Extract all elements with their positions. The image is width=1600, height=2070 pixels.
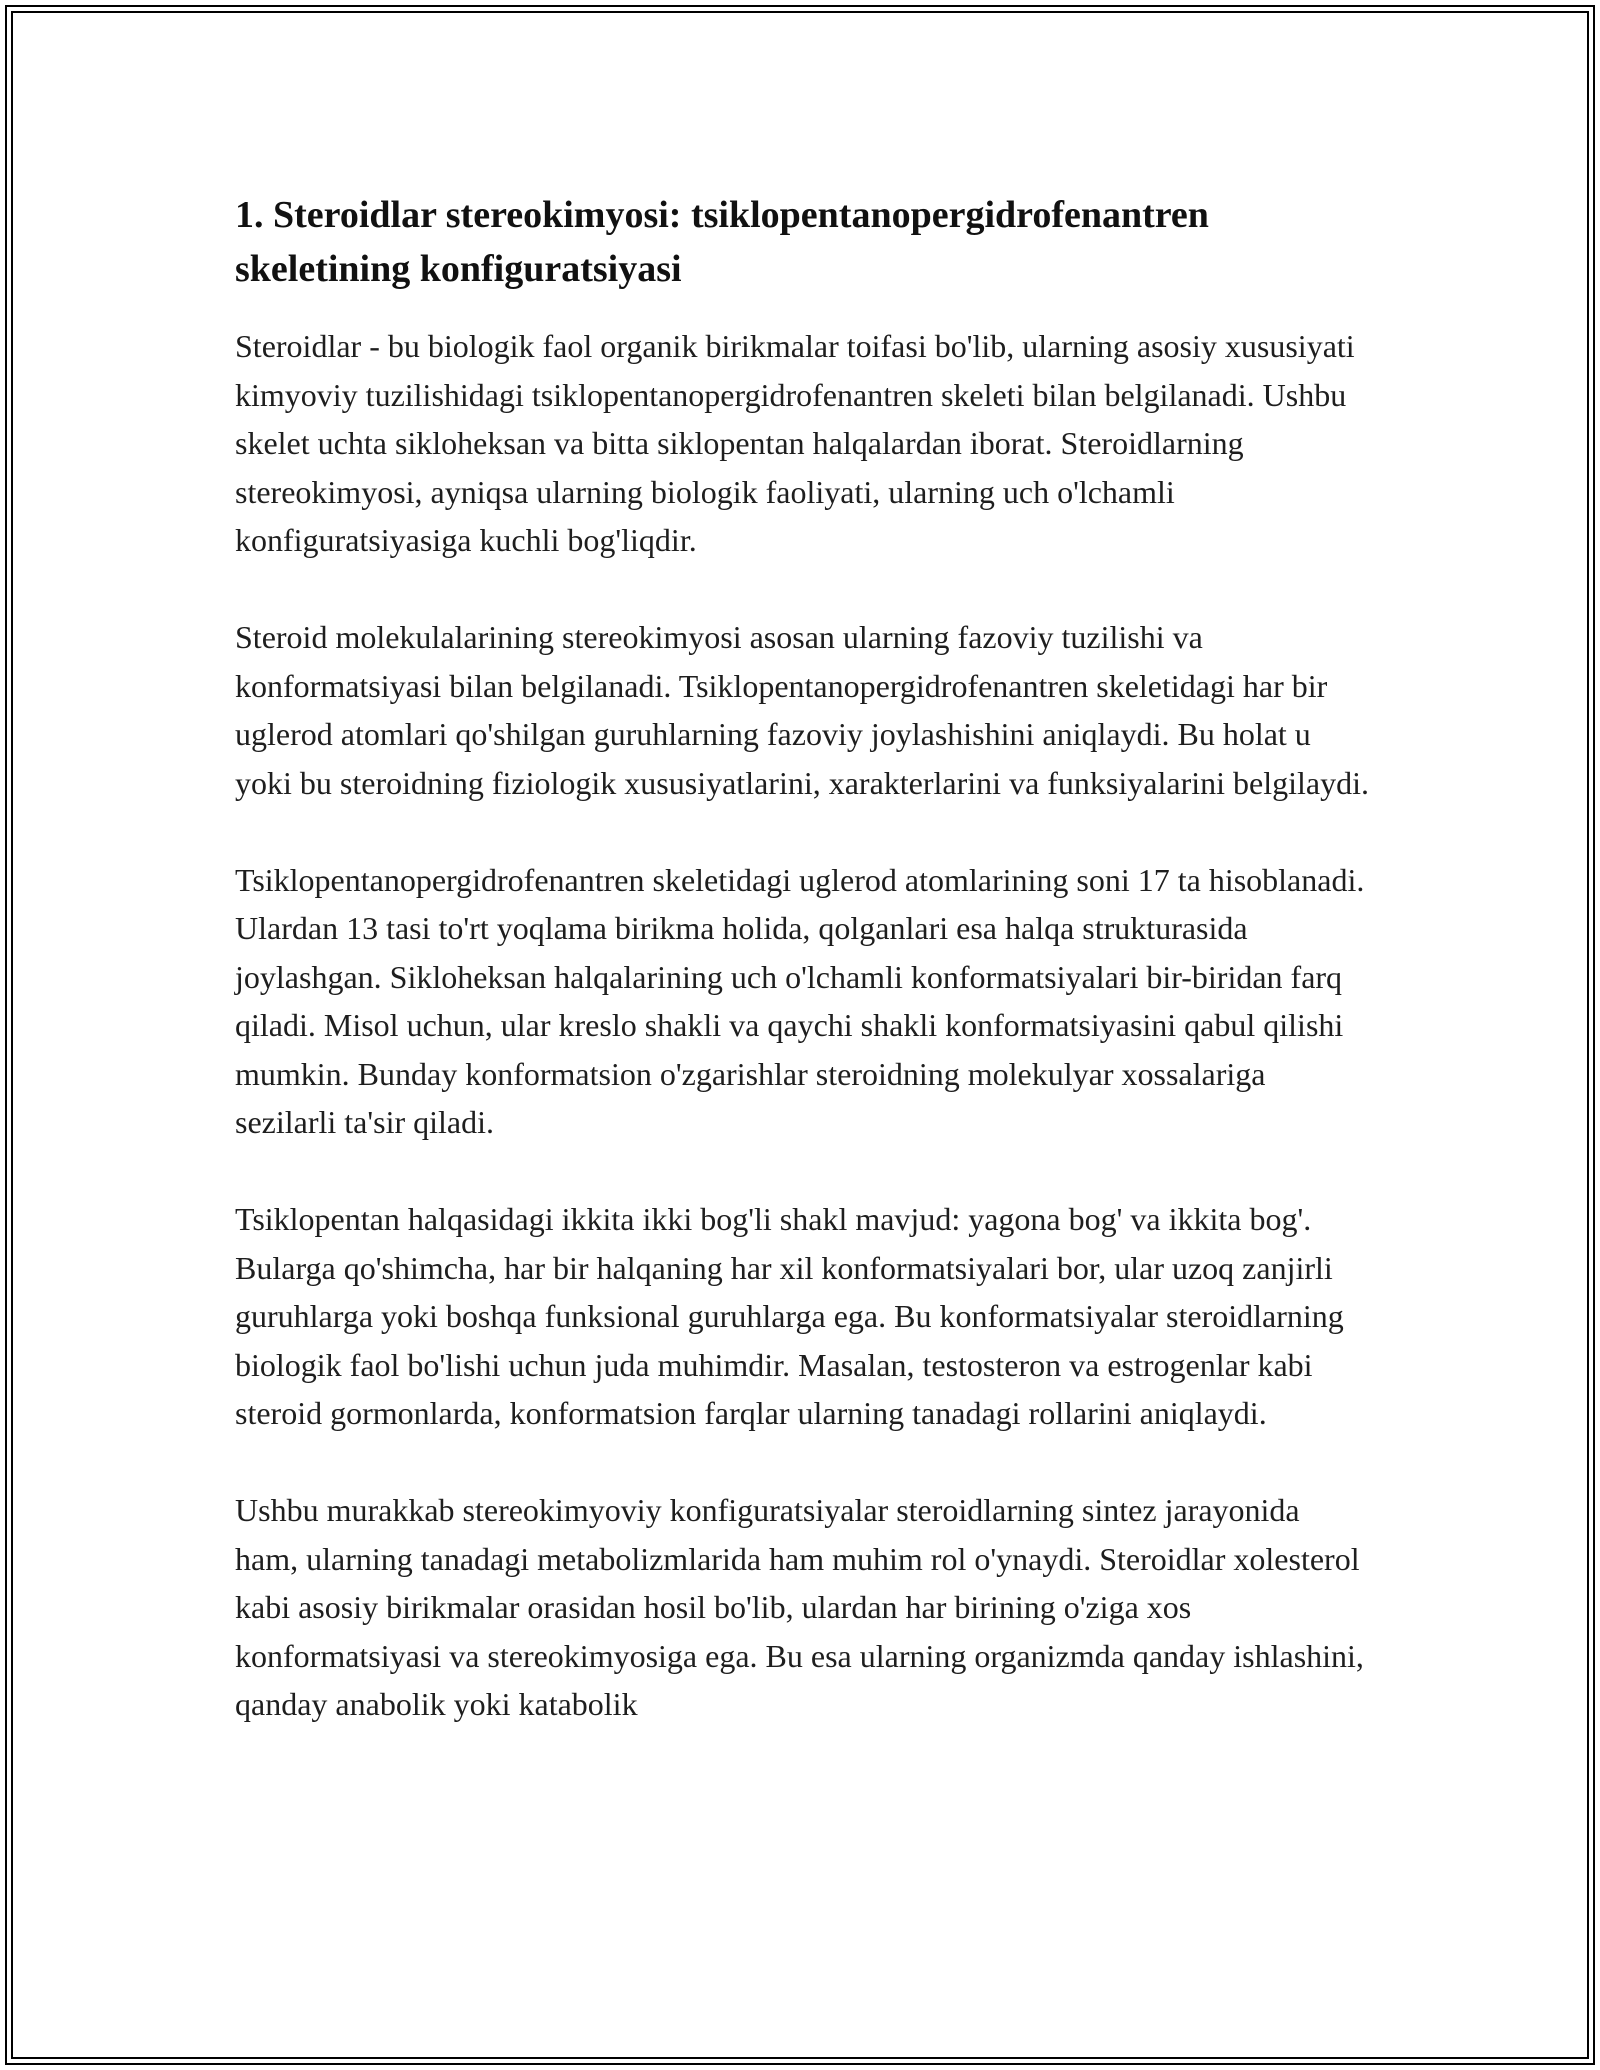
paragraph-4: Tsiklopentan halqasidagi ikkita ikki bog'li shakl mavjud: yagona bog' va ikkita bog'. Bularga qo'shimcha, har bir halqaning har xil konformatsiyalari bor, ular uzoq zanjirli guruhlarga yoki boshqa funksional guruhlarga ega. Bu konformatsiyalar steroidlarning biologik faol bo'lishi uchun juda muhimdir. Masalan, testosteron va estrogenlar kabi steroid gormonlarda, konformatsion farqlar ularning tanadagi rollarini aniqlaydi.: [235, 1201, 1344, 1431]
document-body: [235, 180, 1370, 1777]
paragraph-3: Tsiklopentanopergidrofenantren skeletidagi uglerod atomlarining soni 17 ta hisoblanadi. Ulardan 13 tasi to'rt yoqlama birikma holida, qolganlari esa halqa strukturasida joylashgan. Sikloheksan halqalarining uch o'lchamli konformatsiyalari bir-biridan farq qiladi. Misol uchun, ular kreslo shakli va qaychi shakli konformatsiyasini qabul qilishi mumkin. Bunday konformatsion o'zgarishlar steroidning molekulyar xossalariga sezilarli ta'sir qiladi.: [235, 861, 1365, 1140]
paragraph-2: Steroid molekulalarining stereokimyosi asosan ularning fazoviy tuzilishi va konformatsiyasi bilan belgilanadi. Tsiklopentanopergidrofenantren skeletidagi har bir uglerod atomlari qo'shilgan guruhlarning fazoviy joylashishini aniqlaydi. Bu holat u yoki bu steroidning fiziologik xususiyatlarini, xarakterlarini va funksiyalarini belgilaydi.: [235, 619, 1369, 801]
paragraph-5: Ushbu murakkab stereokimyoviy konfiguratsiyalar steroidlarning sintez jarayonida ham, ularning tanadagi metabolizmlarida ham muhim rol o'ynaydi. Steroidlar xolesterol kabi asosiy birikmalar orasidan hosil bo'lib, ulardan har birining o'ziga xos konformatsiyasi va stereokimyosiga ega. Bu esa ularning organizmda qanday ishlashini, qanday anabolik yoki katabolik: [235, 1492, 1364, 1722]
paragraph-1: Steroidlar - bu biologik faol organik birikmalar toifasi bo'lib, ularning asosiy xususiyati kimyoviy tuzilishidagi tsiklopentanopergidrofenantren skeleti bilan belgilanadi. Ushbu skelet uchta sikloheksan va bitta siklopentan halqalardan iborat. Steroidlarning stereokimyosi, ayniqsa ularning biologik faoliyati, ularning uch o'lchamli konfiguratsiyasiga kuchli bog'liqdir.: [235, 328, 1355, 558]
section-heading: 1. Steroidlar stereokimyosi: tsiklopentanopergidrofenantren skeletining konfiguratsiyasi: [235, 194, 1209, 290]
